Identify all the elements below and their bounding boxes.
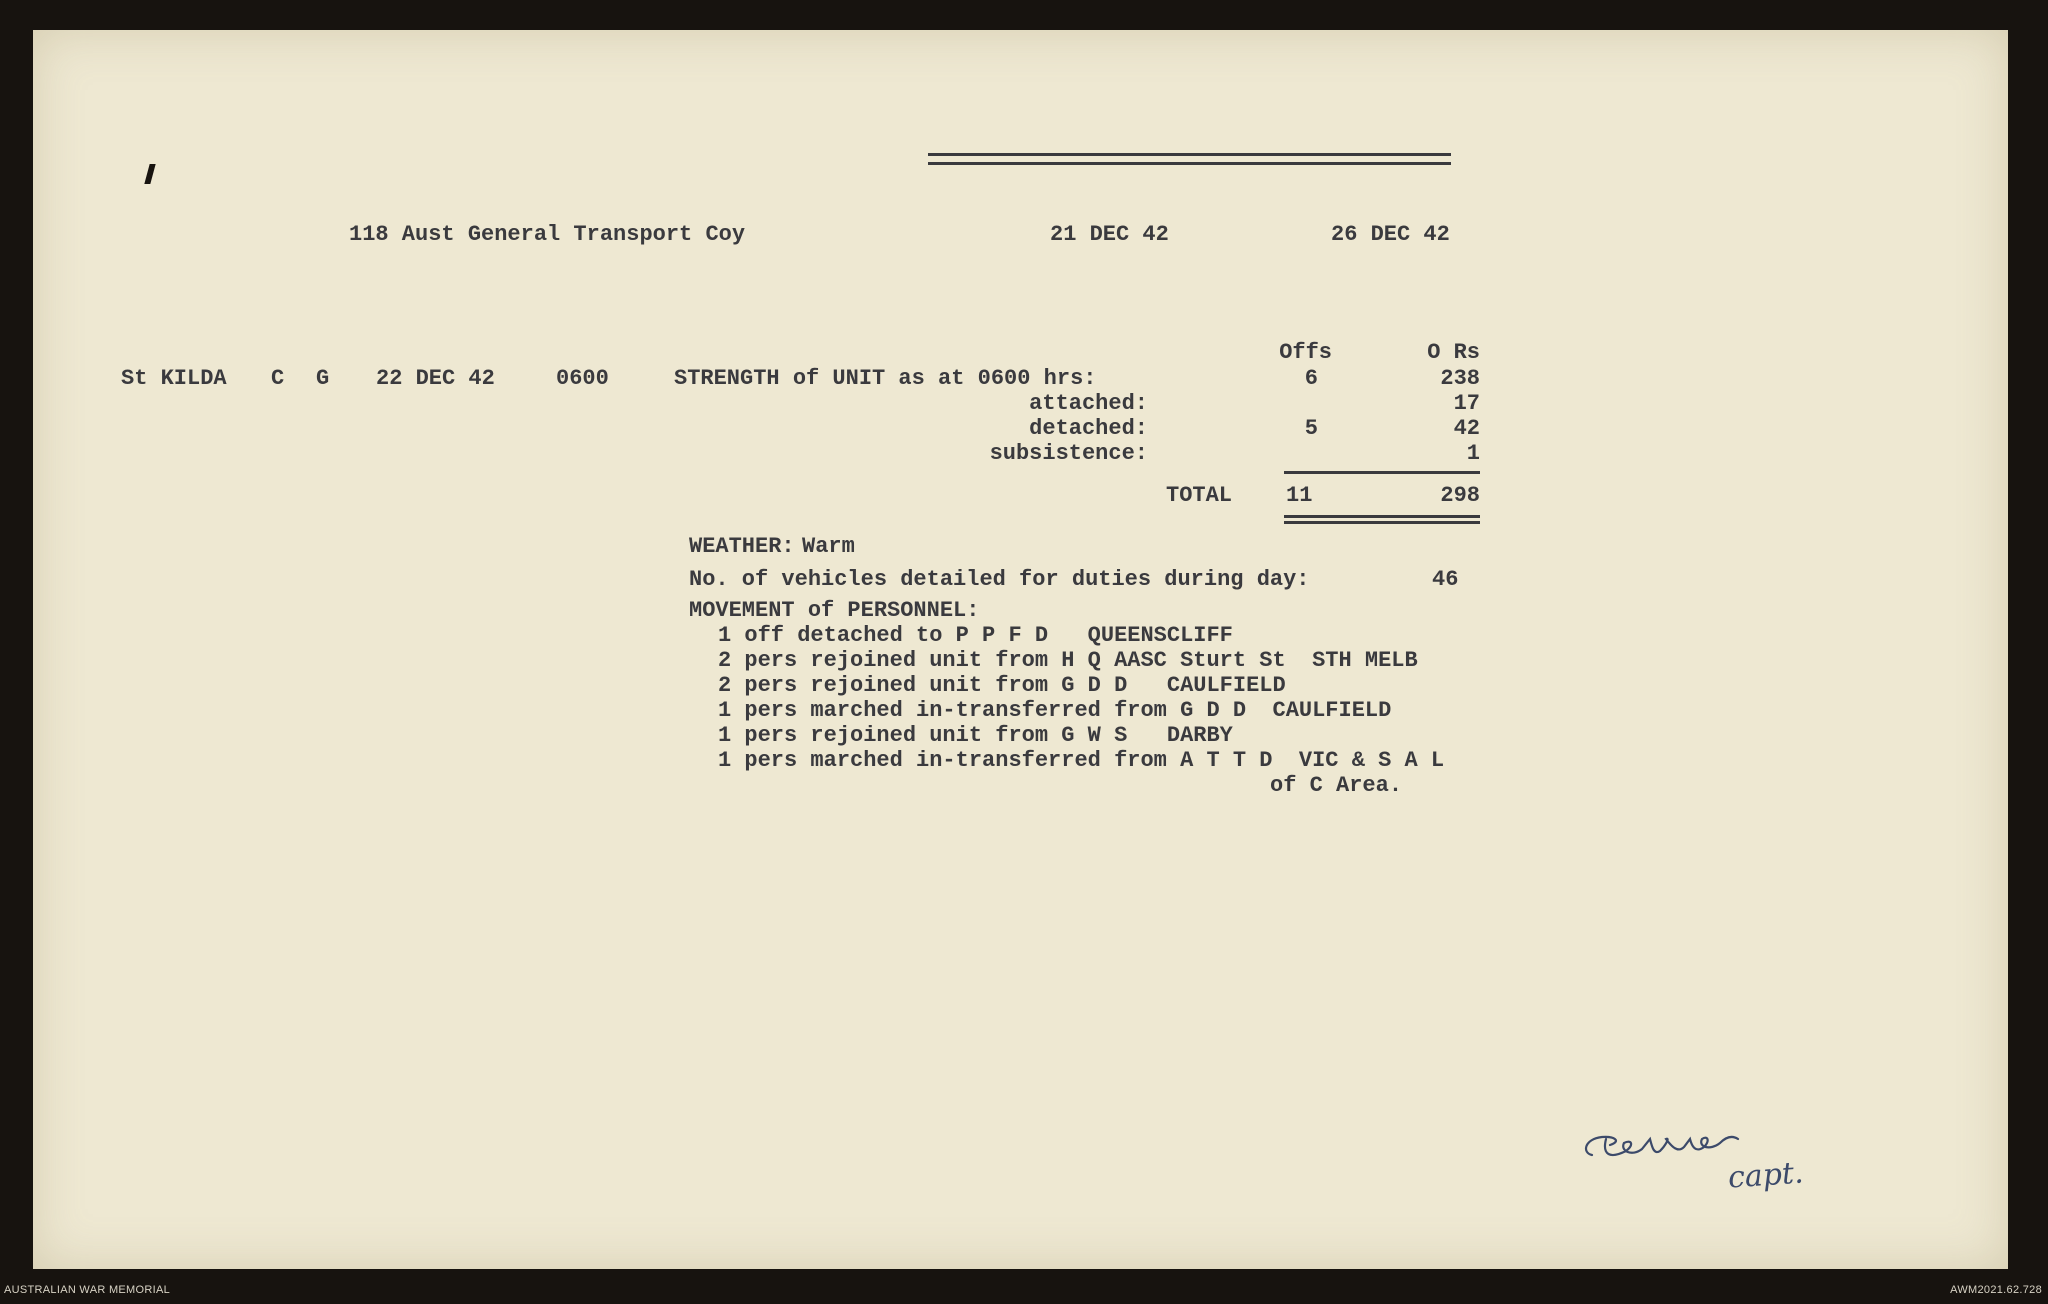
movement-heading: MOVEMENT of PERSONNEL: bbox=[689, 598, 980, 623]
row-ors-subsistence: 1 bbox=[1466, 441, 1480, 466]
total-label: TOTAL bbox=[1166, 483, 1233, 508]
movement-line: 2 pers rejoined unit from H Q AASC Sturt St STH MELB bbox=[718, 648, 1418, 673]
movement-line: 1 pers marched in-transferred from A T T D VIC & S A L bbox=[718, 748, 1445, 773]
movement-line: 1 off detached to P P F D QUEENSCLIFF bbox=[718, 623, 1233, 648]
header-double-rule-bottom bbox=[928, 162, 1451, 165]
period-to: 26 DEC 42 bbox=[1331, 222, 1450, 247]
weather-value: Warm bbox=[802, 534, 855, 559]
unit-name: 118 Aust General Transport Coy bbox=[349, 222, 746, 247]
total-ors: 298 bbox=[1440, 483, 1480, 508]
movement-line: 1 pers marched in-transferred from G D D CAULFIELD bbox=[718, 698, 1392, 723]
row-label-detached: detached: bbox=[1029, 416, 1148, 441]
strength-ors: 238 bbox=[1440, 366, 1480, 391]
total-offs: 11 bbox=[1286, 483, 1313, 508]
row-label-subsistence: subsistence: bbox=[989, 441, 1148, 466]
signature-rank: capt. bbox=[1726, 1155, 1805, 1196]
strength-offs: 6 bbox=[1304, 366, 1318, 391]
footer-left: AUSTRALIAN WAR MEMORIAL bbox=[4, 1284, 171, 1296]
total-double-rule-top bbox=[1284, 515, 1480, 518]
row-ors-attached: 17 bbox=[1453, 391, 1480, 416]
total-rule-above bbox=[1284, 471, 1480, 474]
column-header-offs: Offs bbox=[1279, 340, 1332, 365]
entry-grid-c: C bbox=[271, 366, 285, 391]
movement-line: 2 pers rejoined unit from G D D CAULFIELD bbox=[718, 673, 1286, 698]
period-from: 21 DEC 42 bbox=[1050, 222, 1169, 247]
row-offs-detached: 5 bbox=[1304, 416, 1318, 441]
total-double-rule-bottom bbox=[1284, 521, 1480, 524]
header-double-rule-top bbox=[928, 153, 1451, 156]
row-label-attached: attached: bbox=[1029, 391, 1148, 416]
strength-heading: STRENGTH of UNIT as at 0600 hrs: bbox=[674, 366, 1097, 391]
weather-label: WEATHER: bbox=[689, 534, 795, 559]
column-header-ors: O Rs bbox=[1427, 340, 1480, 365]
entry-time: 0600 bbox=[556, 366, 609, 391]
entry-grid-g: G bbox=[316, 366, 330, 391]
vehicles-label: No. of vehicles detailed for duties during day: bbox=[689, 567, 1310, 592]
row-ors-detached: 42 bbox=[1453, 416, 1480, 441]
vehicles-value: 46 bbox=[1432, 567, 1459, 592]
entry-date: 22 DEC 42 bbox=[376, 366, 495, 391]
entry-place: St KILDA bbox=[121, 366, 227, 391]
movement-line: 1 pers rejoined unit from G W S DARBY bbox=[718, 723, 1233, 748]
footer-right: AWM2021.62.728 bbox=[1950, 1284, 2042, 1296]
movement-continuation: of C Area. bbox=[1270, 773, 1403, 798]
